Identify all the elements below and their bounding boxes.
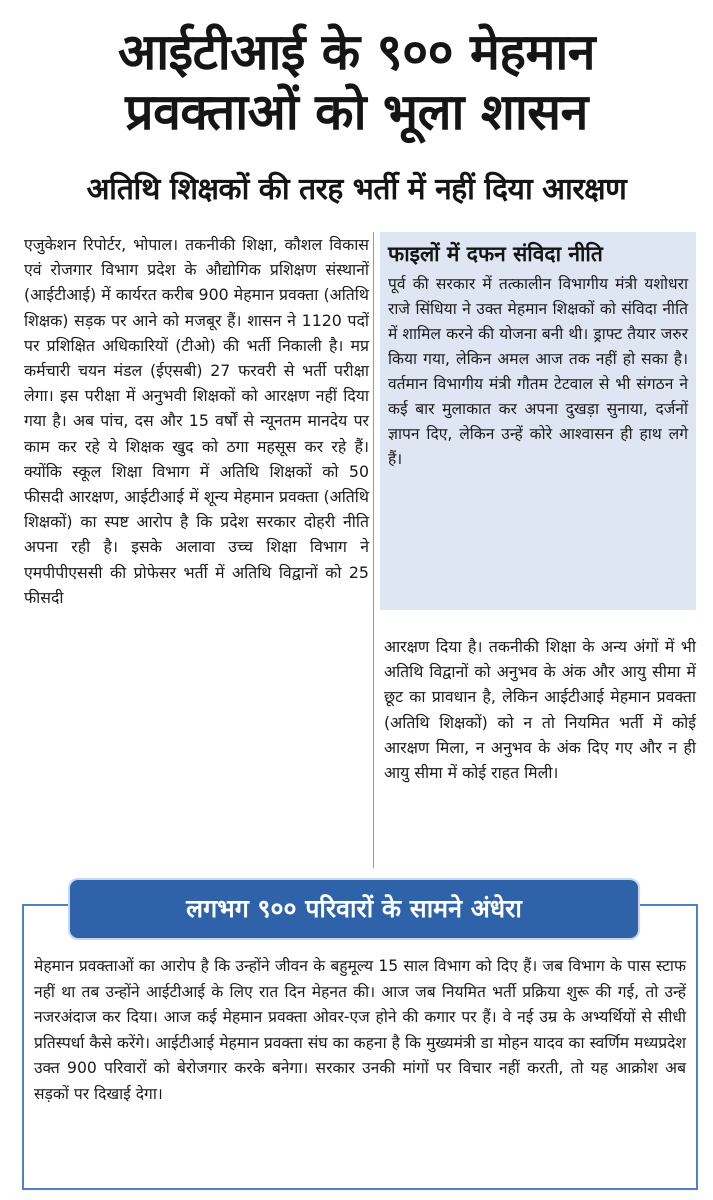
bottom-section-text: मेहमान प्रवक्ताओं का आरोप है कि उन्होंने जीवन के बहुमूल्य 15 साल विभाग को दिए हैं। जब विभाग के पास स्टाफ नहीं था तब उन्होंने आईटीआई के लिए रात दिन मेहनत की। आज जब नियमित भर्ती प्रक्रिया शुरू की गई, तो उन्हें नजरअंदाज कर दिया। आज कई मेहमान प्रवक्ता ओवर-एज होने की कगार पर हैं। वे नई उम्र के अभ्यर्थियों से सीधी प्रतिस्पर्धा कैसे करेंगे। आईटीआई मेहमान प्रवक्ता संघ का कहना है कि मुख्यमंत्री डा मोहन यादव का स्वर्णिम मध्यप्रदेश उक्त 900 परिवारों को बेरोजगार करके बनेगा। सरकार उनकी मांगों पर विचार नहीं करती, तो यह आक्रोश अब सड़कों पर दिखाई देगा। bbox=[34, 957, 686, 1103]
column-divider bbox=[373, 232, 374, 868]
right-column-text: आरक्षण दिया है। तकनीकी शिक्षा के अन्य अंगों में भी अतिथि विद्वानों को अनुभव के अंक और आयु सीमा में छूट का प्रावधान है, लेकिन आईटीआई मेहमान प्रवक्ता (अतिथि शिक्षकों) को न तो नियमित भर्ती में कोई आरक्षण मिला, न अनुभव के अंक दिए गए और न ही आयु सीमा में कोई राहत मिली। bbox=[384, 637, 696, 783]
sidebar-text: पूर्व की सरकार में तत्कालीन विभागीय मंत्री यशोधरा राजे सिंधिया ने उक्त मेहमान शिक्षकों को संविदा नीति में शामिल करने की योजना बनी थी। ड्राफ्ट तैयार जरुर किया गया, लेकिन अमल आज तक नहीं हो सका है। वर्तमान विभागीय मंत्री गौतम टेटवाल से भी संगठन ने कई बार मुलाकात कर अपना दुखड़ा सुनाया, दर्जनों ज्ञापन दिए, लेकिन उन्हें कोरे आश्वासन ही हाथ लगे हैं। bbox=[388, 275, 688, 468]
section-banner: लगभग ९०० परिवारों के सामने अंधेरा bbox=[70, 880, 638, 938]
left-column-text: एजुकेशन रिपोर्टर, भोपाल। तकनीकी शिक्षा, कौशल विकास एवं रोजगार विभाग प्रदेश के औद्योगिक प्रशिक्षण संस्थानों (आईटीआई) में कार्यरत करीब 900 मेहमान प्रवक्ता (अतिथि शिक्षक) सड़क पर आने को मजबूर हैं। शासन ने 1120 पदों पर प्रशिक्षित अधिकारियों (टीओ) की भर्ती निकाली है। मप्र कर्मचारी चयन मंडल (ईएसबी) 27 फरवरी से भर्ती परीक्षा लेगा। इस परीक्षा में अनुभवी शिक्षकों को आरक्षण नहीं दिया गया है। अब पांच, दस और 15 वर्षों से न्यूनतम मानदेय पर काम कर रहे ये शिक्षक खुद को ठगा महसूस कर रहे हैं। क्योंकि स्कूल शिक्षा विभाग में अतिथि शिक्षकों को 50 फीसदी आरक्षण, आईटीआई में शून्य मेहमान प्रवक्ता (अतिथि शिक्षकों) का स्पष्ट आरोप है कि प्रदेश सरकार दोहरी नीति अपना रही है। इसके अलावा उच्च शिक्षा विभाग ने एमपीपीएससी की प्रोफेसर भर्ती में अतिथि विद्वानों को 25 फीसदी bbox=[24, 235, 369, 607]
right-column bbox=[384, 634, 696, 785]
sidebar-box bbox=[380, 232, 696, 610]
headline-line-1: आईटीआई के ९०० मेहमान bbox=[117, 23, 596, 81]
headline-line-2: प्रवक्ताओं को भूला शासन bbox=[125, 83, 588, 141]
headline bbox=[0, 22, 713, 142]
subheadline: अतिथि शिक्षकों की तरह भर्ती में नहीं दिया आरक्षण bbox=[86, 172, 627, 207]
left-column bbox=[24, 232, 369, 610]
sidebar-title: फाइलों में दफन संविदा नीति bbox=[388, 242, 603, 266]
